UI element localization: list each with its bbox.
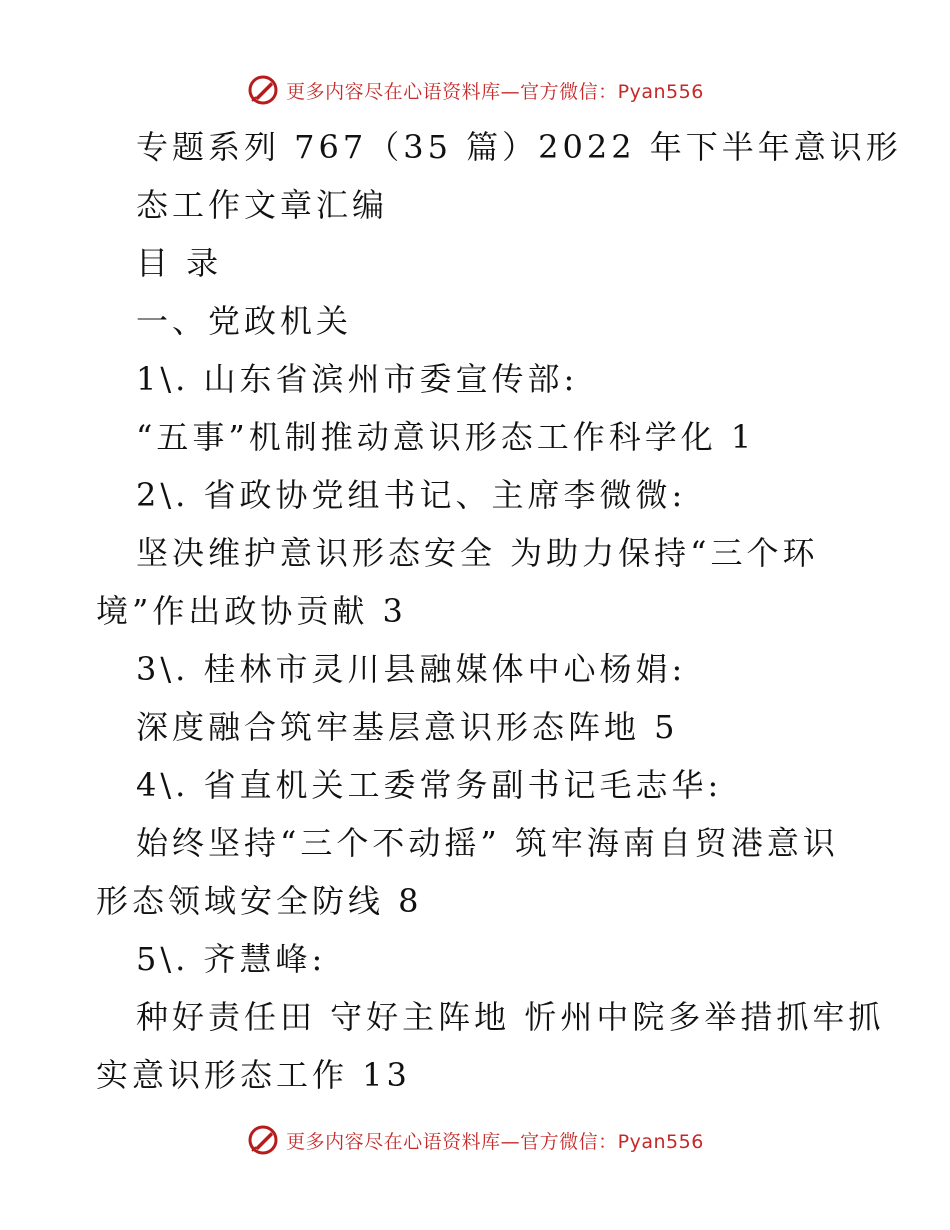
section-heading: 一、党政机关 <box>136 302 353 340</box>
toc-entry-title: 种好责任田 守好主阵地 忻州中院多举措抓牢抓 <box>136 998 885 1036</box>
watermark-text: 更多内容尽在心语资料库—官方微信：Pyan556 <box>286 1130 704 1153</box>
toc-entry-author: 1\. 山东省滨州市委宣传部: <box>136 360 579 398</box>
toc-entry-title: 深度融合筑牢基层意识形态阵地 5 <box>136 708 679 746</box>
toc-entry-title-continued: 形态领域安全防线 8 <box>96 882 423 920</box>
doc-title-line-2: 态工作文章汇编 <box>136 186 389 224</box>
doc-title-line-1: 专题系列 767（35 篇）2022 年下半年意识形 <box>136 128 902 166</box>
toc-entry-author: 2\. 省政协党组书记、主席李微微: <box>136 476 687 514</box>
toc-heading: 目 录 <box>136 244 223 282</box>
toc-entry-author: 5\. 齐慧峰: <box>136 940 327 978</box>
footer-watermark <box>0 1120 950 1160</box>
toc-entry-title: 始终坚持“三个不动摇” 筑牢海南自贸港意识 <box>136 824 839 862</box>
header-watermark <box>0 70 950 110</box>
quill-pen-circle-icon <box>246 1123 280 1157</box>
toc-entry-author: 4\. 省直机关工委常务副书记毛志华: <box>136 766 723 804</box>
toc-entry-title-continued: 实意识形态工作 13 <box>96 1056 411 1094</box>
document-body <box>96 118 902 1104</box>
toc-entry-title-continued: 境”作出政协贡献 3 <box>96 592 407 630</box>
quill-pen-circle-icon <box>246 73 280 107</box>
toc-entry-title: “五事”机制推动意识形态工作科学化 1 <box>136 418 756 456</box>
watermark-text: 更多内容尽在心语资料库—官方微信：Pyan556 <box>286 80 704 103</box>
toc-entry-author: 3\. 桂林市灵川县融媒体中心杨娟: <box>136 650 687 688</box>
toc-entry-title: 坚决维护意识形态安全 为助力保持“三个环 <box>136 534 819 572</box>
